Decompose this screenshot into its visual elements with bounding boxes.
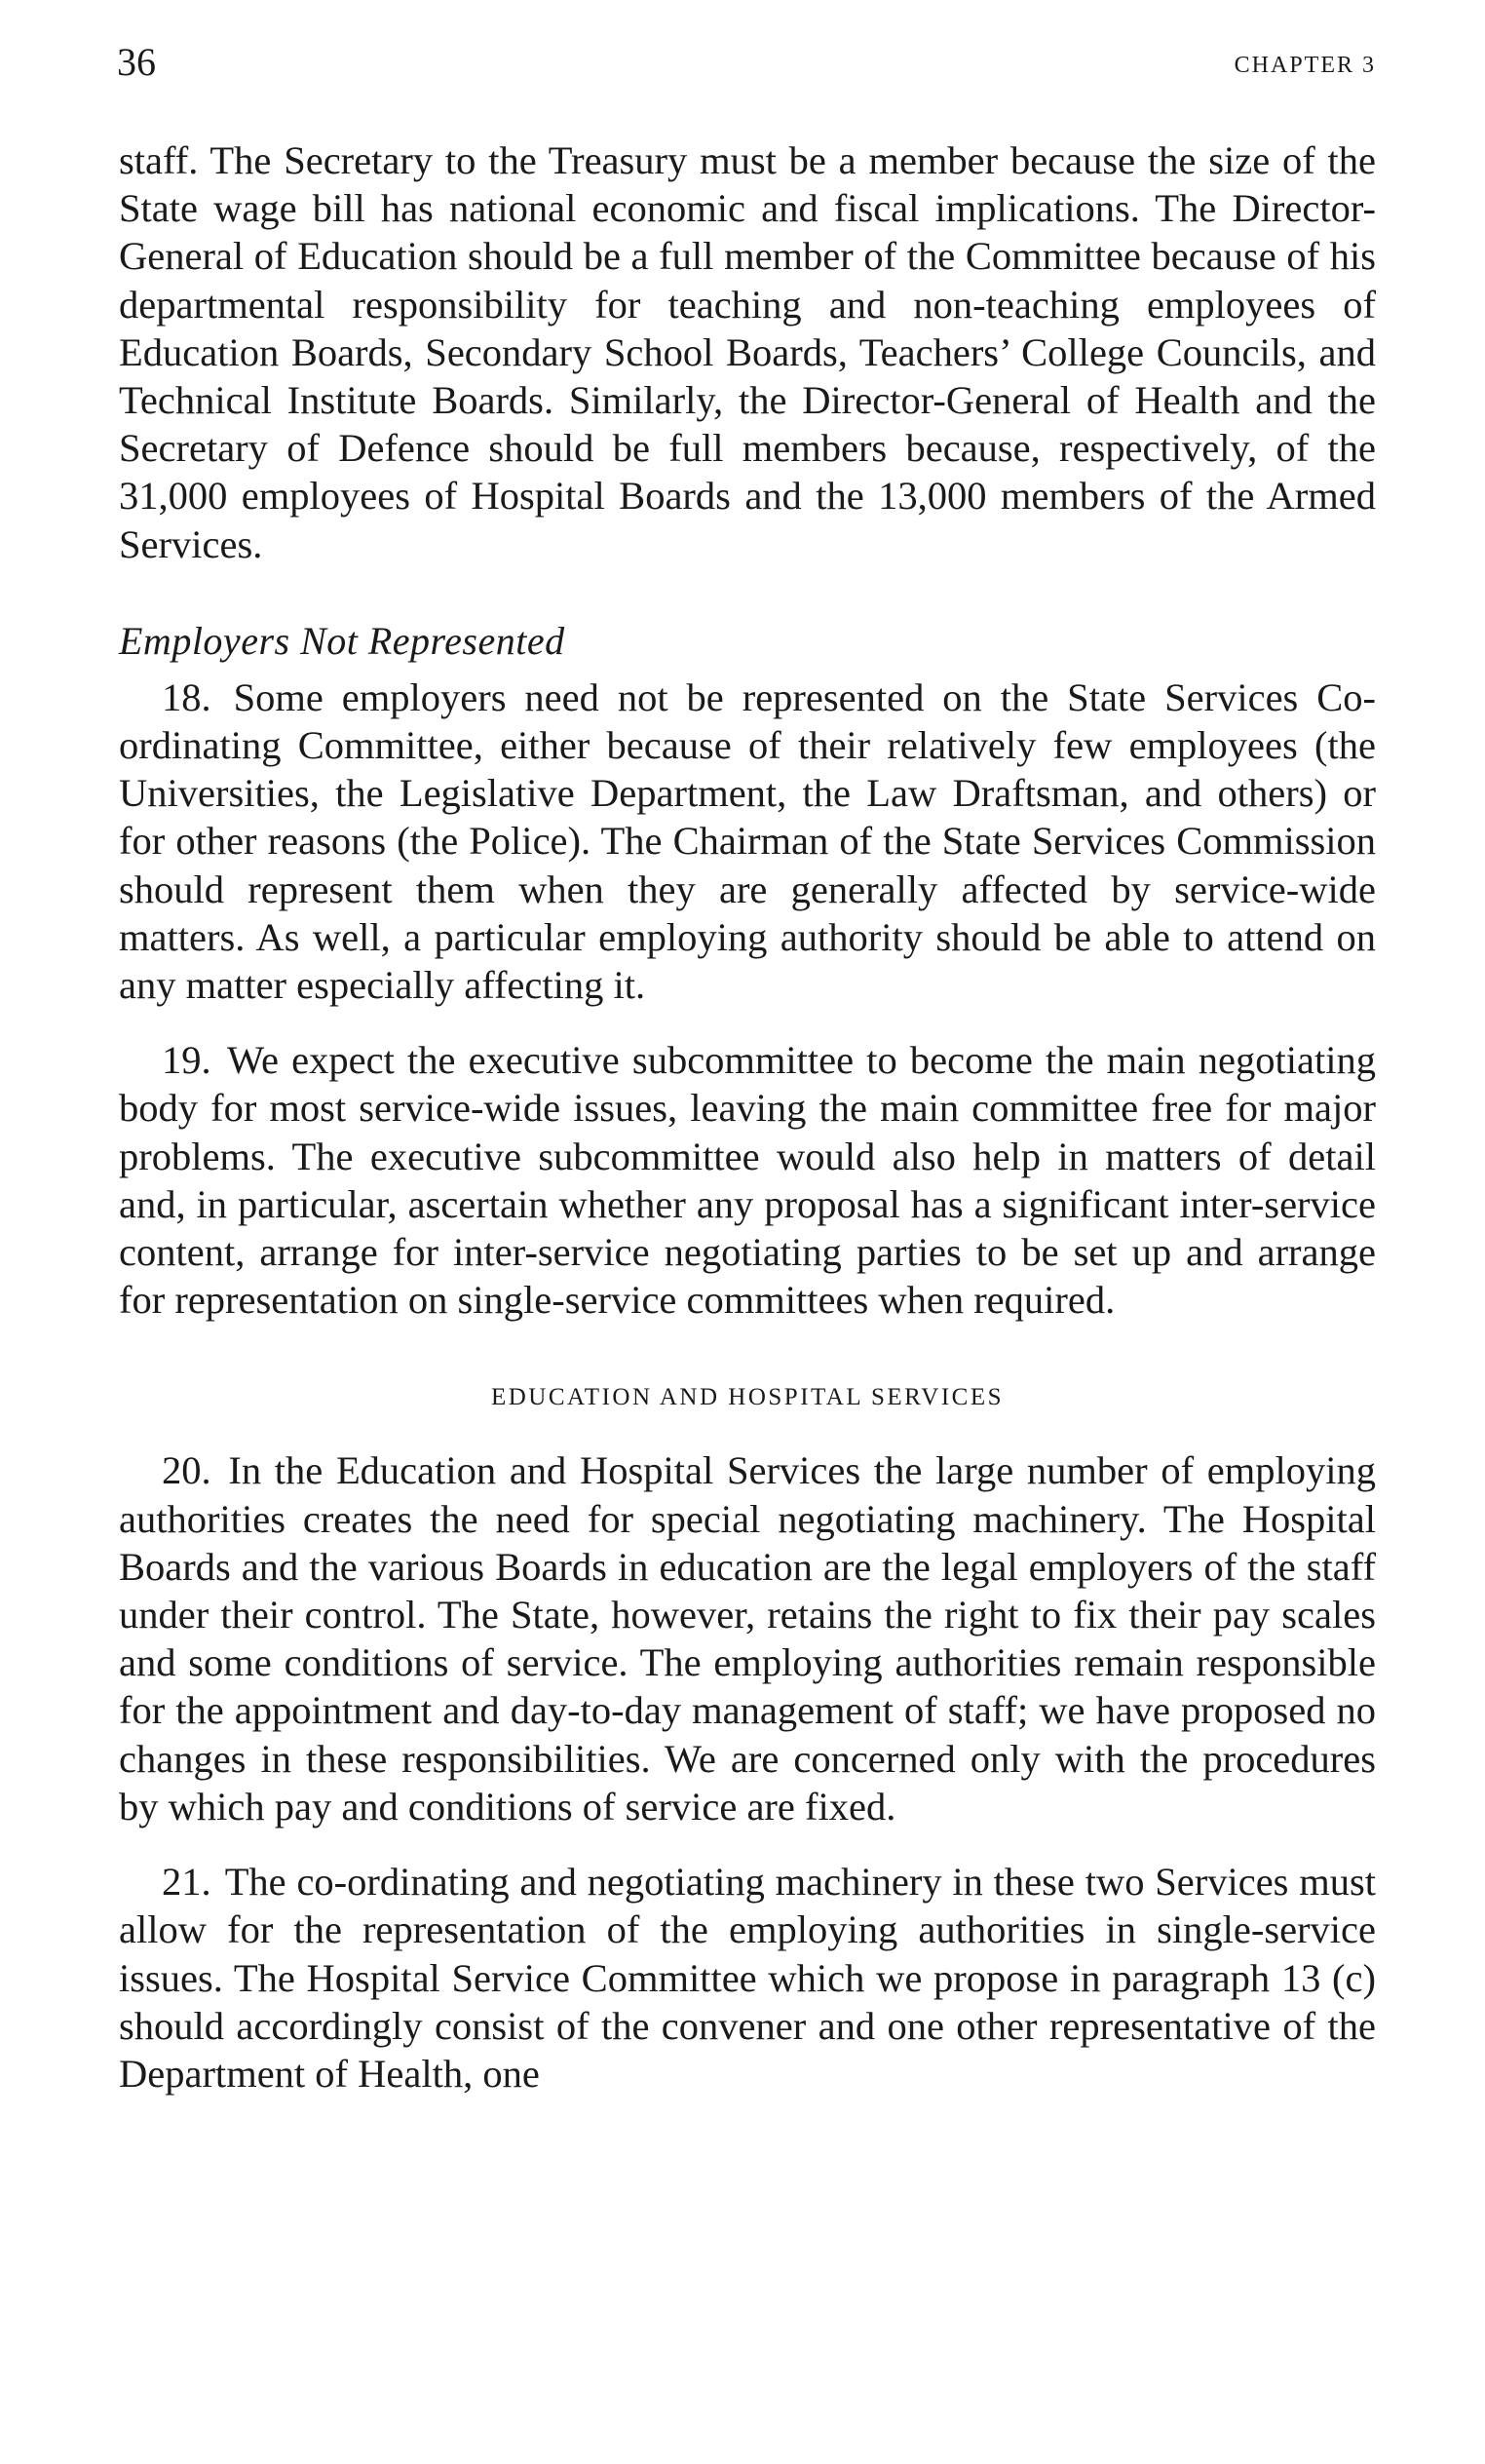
paragraph-text: The co-ordinating and negotiating machinery in these two Services must allow for the representation of the employing authorities in single-service issues. The Hospital Service Committee which we propose in paragraph 13 (c) should accordingly consist of the convener and one other representative of the Department of Health, one [119, 1860, 1376, 2096]
chapter-label: CHAPTER 3 [1234, 53, 1376, 78]
paragraph-18 [119, 674, 1376, 1009]
paragraph-gap [119, 1009, 1376, 1036]
paragraph-text: We expect the executive subcommittee to become the main negotiating body for most service-wide issues, leaving the main committee free for major problems. The executive subcommittee would also help in matters of detail and, in particular, ascertain whether any proposal has a significant inter-service content, arrange for inter-service negotiating parties to be set up and arrange for representation on single-service committees when required. [119, 1038, 1376, 1323]
section-heading-education-hospital: EDUCATION AND HOSPITAL SERVICES [490, 1384, 1005, 1411]
paragraph-21 [119, 1858, 1376, 2098]
paragraph-19 [119, 1036, 1376, 1324]
paragraph-number: 18. [162, 674, 211, 719]
paragraph-text: In the Education and Hospital Services the large number of employing authorities creates the need for special negotiating machinery. The Hospital Boards and the various Boards in education are the legal employers of the staff under their control. The State, however, retains the right to fix their pay scales and some conditions of service. The employing authorities remain responsible for the appointment and day-to-day management of staff; we have proposed no changes in these responsibilities. We are concerned only with the procedures by which pay and conditions of service are fixed. [119, 1448, 1377, 1829]
page-number: 36 [117, 40, 156, 84]
paragraph-continued: staff. The Secretary to the Treasury must be a member because the size of the State wage bill has national economic and fiscal implications. The Director-General of Education should be a full member of the Committee because of his departmental responsibility for teaching and non-teaching employees of Education Boards, Secondary School Boards, Teachers’ College Councils, and Technical Institute Boards. Similarly, the Director-General of Health and the Secretary of Defence should be full members because, respectively, of the 31,000 employees of Hospital Boards and the 13,000 members of the Armed Services. [119, 138, 1376, 566]
running-head [117, 39, 1376, 97]
paragraph-number: 21. [162, 1860, 211, 1905]
paragraph-number: 20. [162, 1448, 211, 1493]
paragraph-number: 19. [162, 1038, 211, 1083]
paragraph-gap [119, 1830, 1376, 1858]
paragraph-20 [119, 1446, 1376, 1830]
subheading-employers-not-represented: Employers Not Represented [119, 618, 565, 663]
body-text [119, 136, 1376, 2098]
paragraph-text: Some employers need not be represented on the State Services Co-ordinating Committee, either because of their relatively few employees (the Universities, the Legislative Department, the Law Draftsman, and others) or for other reasons (the Police). The Chairman of the State Services Commission should represent them when they are generally affected by service-wide matters. As well, a particular employing authority should be able to attend on any matter especially affecting it. [119, 674, 1377, 1008]
